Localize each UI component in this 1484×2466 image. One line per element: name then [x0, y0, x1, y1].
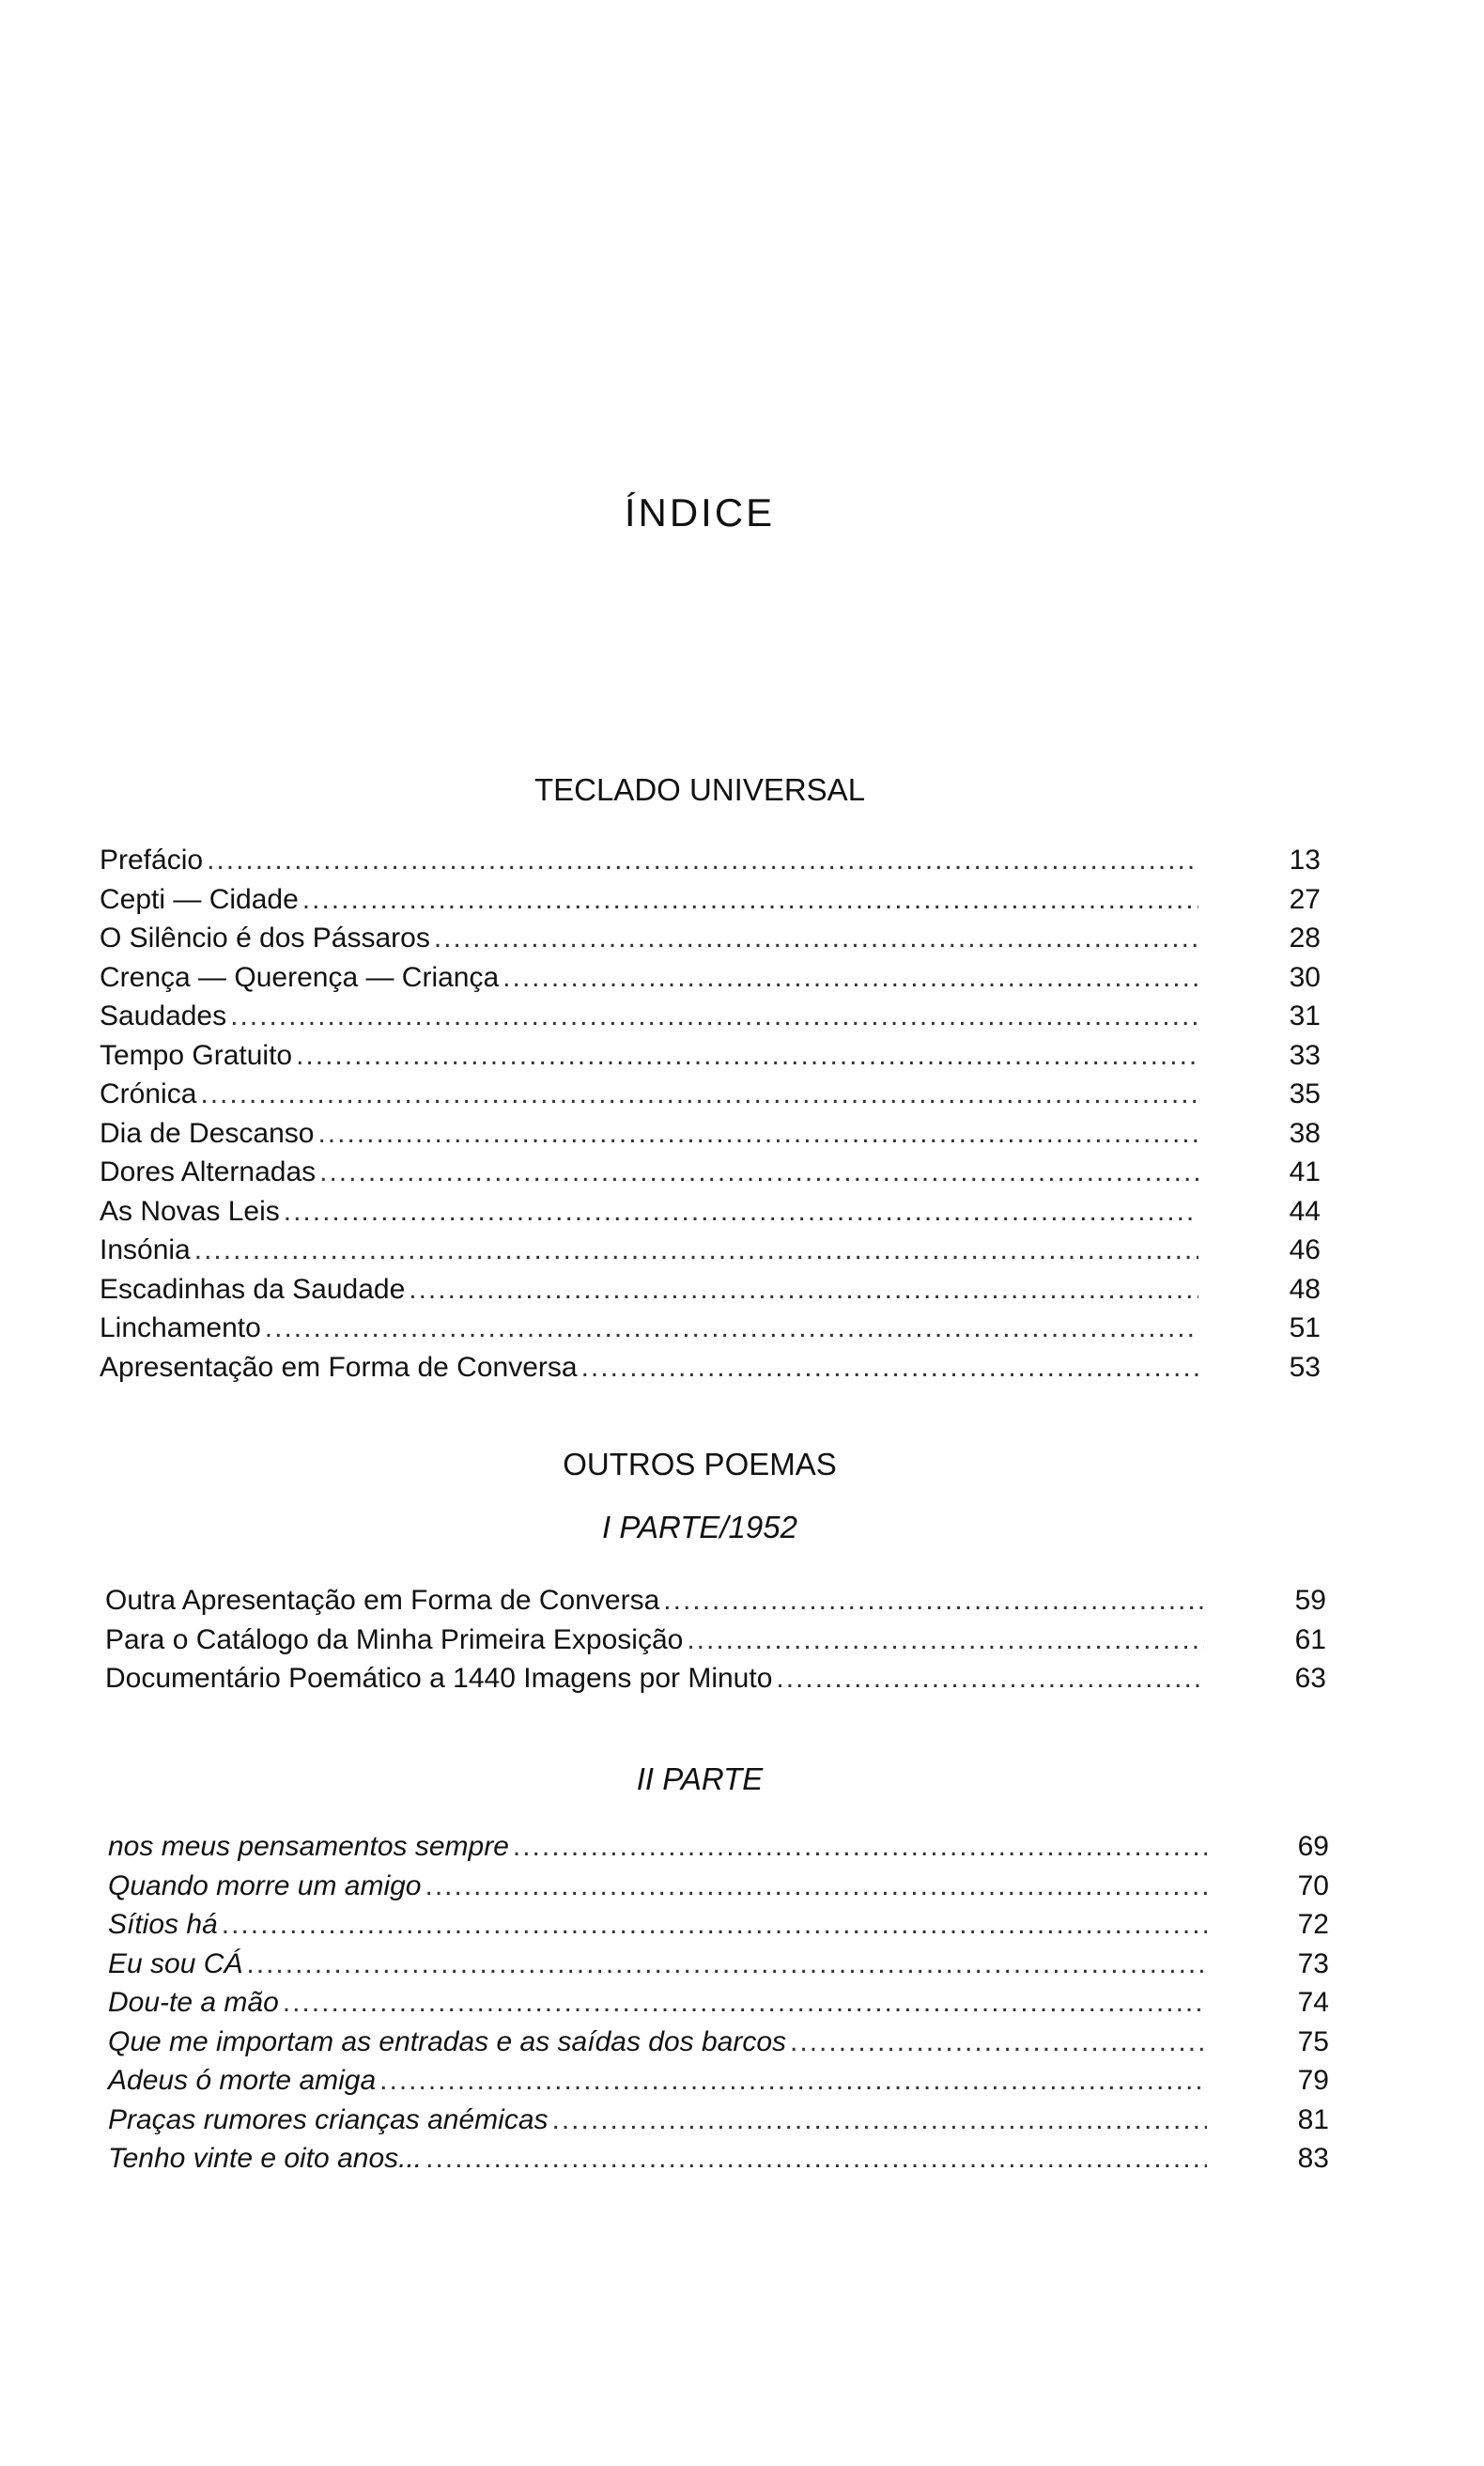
- leader-dots: [552, 2101, 1207, 2140]
- leader-dots: [283, 1983, 1207, 2023]
- toc-entry-title: Para o Catálogo da Minha Primeira Exposição: [105, 1623, 684, 1655]
- toc-entry-title: Tempo Gratuito: [100, 1039, 293, 1071]
- toc-entry[interactable]: [105, 1581, 1326, 1621]
- toc-entry-title: Linchamento: [100, 1312, 261, 1343]
- toc-entry-title: Dores Alternadas: [100, 1156, 317, 1187]
- toc-entry-title: As Novas Leis: [100, 1195, 280, 1227]
- toc-entry-title: nos meus pensamentos sempre: [108, 1831, 509, 1862]
- leader-dots: [296, 1036, 1198, 1076]
- toc-entry[interactable]: [108, 1905, 1329, 1945]
- toc-entry[interactable]: [100, 1231, 1321, 1270]
- toc-entry-page: 46: [1289, 1234, 1321, 1265]
- toc-entry-page: 35: [1289, 1078, 1321, 1109]
- toc-entry-page: 81: [1297, 2103, 1329, 2135]
- toc-entry-page: 27: [1289, 883, 1321, 915]
- leader-dots: [409, 1270, 1198, 1310]
- toc-entry-page: 28: [1289, 923, 1321, 954]
- toc-part2: [108, 1827, 1329, 2179]
- leader-dots: [284, 1192, 1198, 1232]
- toc-entry-title: Crónica: [100, 1078, 197, 1109]
- leader-dots: [687, 1621, 1204, 1660]
- toc-entry-title: Prefácio: [100, 845, 204, 876]
- toc-entry-title: Quando morre um amigo: [108, 1869, 422, 1901]
- toc-entry[interactable]: [105, 1621, 1326, 1660]
- toc-entry-page: 30: [1289, 961, 1321, 993]
- leader-dots: [434, 919, 1198, 958]
- toc-entry[interactable]: [100, 958, 1321, 998]
- toc-entry-title: Apresentação em Forma de Conversa: [100, 1351, 578, 1383]
- leader-dots: [319, 1153, 1198, 1192]
- toc-entry-title: Eu sou CÁ: [108, 1947, 243, 1979]
- toc-entry-title: Sítios há: [108, 1909, 218, 1940]
- toc-entry[interactable]: [108, 2139, 1329, 2179]
- toc-entry-title: Documentário Poemático a 1440 Imagens por Minuto: [105, 1663, 773, 1694]
- toc-entry-title: Dou-te a mão: [108, 1987, 279, 2018]
- toc-entry-page: 41: [1289, 1156, 1321, 1187]
- leader-dots: [776, 1659, 1204, 1698]
- section-title-teclado: TECLADO UNIVERSAL: [533, 772, 866, 807]
- toc-entry-page: 51: [1289, 1312, 1321, 1343]
- leader-dots: [222, 1905, 1207, 1945]
- toc-entry[interactable]: [100, 919, 1321, 958]
- toc-entry[interactable]: [100, 1036, 1321, 1076]
- toc-entry-page: 73: [1297, 1947, 1329, 1979]
- toc-entry-page: 83: [1297, 2143, 1329, 2174]
- toc-entry[interactable]: [100, 1348, 1321, 1388]
- leader-dots: [513, 1827, 1207, 1867]
- toc-teclado: [100, 841, 1321, 1387]
- toc-entry-page: 79: [1297, 2065, 1329, 2096]
- toc-entry-page: 38: [1289, 1117, 1321, 1149]
- toc-entry-page: 33: [1289, 1039, 1321, 1071]
- toc-entry[interactable]: [100, 841, 1321, 880]
- toc-entry-page: 69: [1297, 1831, 1329, 1862]
- toc-entry[interactable]: [100, 1192, 1321, 1232]
- leader-dots: [425, 2139, 1207, 2179]
- leader-dots: [200, 1075, 1198, 1114]
- toc-entry-title: Escadinhas da Saudade: [100, 1273, 406, 1305]
- leader-dots: [581, 1348, 1198, 1388]
- toc-entry-page: 70: [1297, 1869, 1329, 1901]
- toc-entry[interactable]: [100, 997, 1321, 1036]
- leader-dots: [379, 2061, 1207, 2101]
- toc-entry-page: 31: [1289, 1000, 1321, 1031]
- toc-entry-page: 53: [1289, 1351, 1321, 1383]
- leader-dots: [246, 1945, 1207, 1984]
- toc-entry[interactable]: [100, 1075, 1321, 1114]
- toc-entry[interactable]: [100, 880, 1321, 920]
- toc-entry-page: 75: [1297, 2025, 1329, 2057]
- toc-entry-title: Outra Apresentação em Forma de Conversa: [105, 1585, 660, 1616]
- toc-entry[interactable]: [108, 1945, 1329, 1984]
- toc-entry-page: 48: [1289, 1273, 1321, 1305]
- part-title-2: II PARTE: [636, 1761, 764, 1796]
- toc-entry[interactable]: [108, 1983, 1329, 2023]
- leader-dots: [194, 1231, 1198, 1270]
- leader-dots: [207, 841, 1198, 880]
- toc-entry[interactable]: [100, 1153, 1321, 1192]
- toc-entry-page: 44: [1289, 1195, 1321, 1227]
- toc-entry-page: 72: [1297, 1909, 1329, 1940]
- toc-part1: [105, 1581, 1326, 1698]
- section-title-outros: OUTROS POEMAS: [563, 1447, 837, 1481]
- toc-entry-page: 59: [1294, 1585, 1326, 1616]
- toc-entry-title: Que me importam as entradas e as saídas dos barcos: [108, 2025, 787, 2057]
- toc-entry-page: 74: [1297, 1987, 1329, 2018]
- leader-dots: [302, 880, 1198, 920]
- leader-dots: [230, 997, 1198, 1036]
- part-title-1: I PARTE/1952: [602, 1510, 797, 1544]
- page-title: ÍNDICE: [624, 490, 776, 535]
- toc-entry-page: 61: [1294, 1623, 1326, 1655]
- toc-entry-title: Tenho vinte e oito anos...: [108, 2143, 423, 2174]
- toc-entry[interactable]: [108, 2101, 1329, 2140]
- leader-dots: [265, 1309, 1198, 1348]
- leader-dots: [502, 958, 1198, 998]
- leader-dots: [663, 1581, 1204, 1621]
- toc-entry[interactable]: [108, 1827, 1329, 1867]
- toc-entry-title: Dia de Descanso: [100, 1117, 315, 1149]
- toc-entry-title: Cepti — Cidade: [100, 883, 299, 915]
- toc-entry[interactable]: [100, 1114, 1321, 1154]
- toc-entry[interactable]: [108, 2061, 1329, 2101]
- leader-dots: [317, 1114, 1198, 1154]
- leader-dots: [790, 2023, 1207, 2062]
- toc-entry-title: Crença — Querença — Criança: [100, 961, 500, 993]
- toc-entry-page: 13: [1289, 845, 1321, 876]
- toc-entry[interactable]: [105, 1659, 1326, 1698]
- toc-entry-title: O Silêncio é dos Pássaros: [100, 923, 430, 954]
- toc-entry[interactable]: [100, 1270, 1321, 1310]
- toc-entry-title: Praças rumores crianças anémicas: [108, 2103, 549, 2135]
- toc-entry[interactable]: [108, 2023, 1329, 2062]
- toc-entry-title: Saudades: [100, 1000, 227, 1031]
- toc-entry[interactable]: [100, 1309, 1321, 1348]
- toc-entry-title: Adeus ó morte amiga: [108, 2065, 377, 2096]
- leader-dots: [425, 1867, 1208, 1906]
- toc-entry-title: Insónia: [100, 1234, 191, 1265]
- toc-entry-page: 63: [1294, 1663, 1326, 1694]
- toc-entry[interactable]: [108, 1867, 1329, 1906]
